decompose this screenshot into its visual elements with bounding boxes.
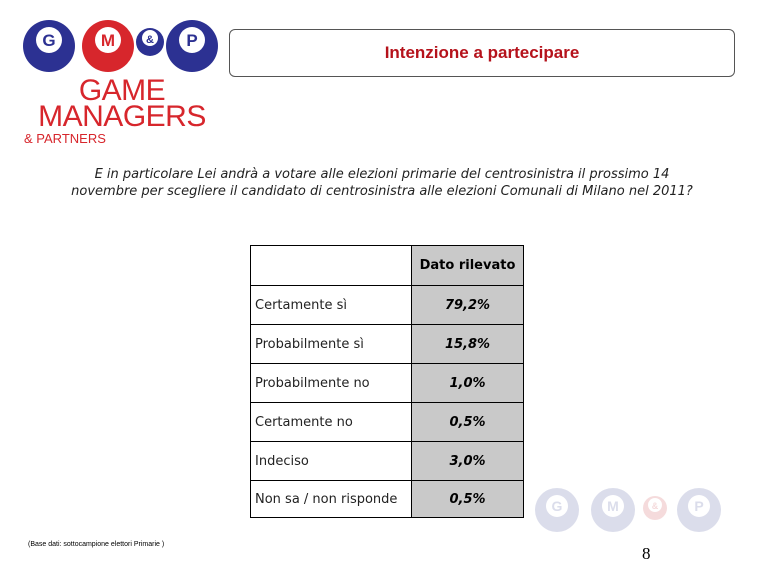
table-row [251,364,524,403]
logo-letter-p: P [186,31,198,50]
brand-managers: MANAGERS [38,100,206,133]
row-value: 1,0% [412,364,524,403]
row-label: Probabilmente no [251,364,412,403]
table-row [251,403,524,442]
logo-letter-amp: & [146,34,154,46]
row-label: Probabilmente sì [251,325,412,364]
row-label: Non sa / non risponde [251,481,412,518]
title-box [229,29,735,77]
row-value: 79,2% [412,286,524,325]
watermark-letter-amp: & [651,501,659,511]
table-row [251,481,524,518]
page-number: 8 [642,544,651,563]
watermark-letter-p: P [694,498,704,514]
watermark-logo [527,486,739,544]
footnote: (Base dati: sottocampione elettori Primarie ) [28,541,165,548]
watermark-letter-g: G [551,498,563,514]
brand-game: GAME [78,74,166,107]
results-table [250,245,524,518]
table-header-empty [251,246,412,286]
logo-letter-m: M [100,31,116,50]
table-header-row [251,246,524,286]
table-header-value: Dato rilevato [412,246,524,286]
logo-letter-g: G [42,31,56,50]
slide-title: Intenzione a partecipare [384,43,580,62]
table-row [251,442,524,481]
logo-circles [22,18,222,80]
row-label: Indeciso [251,442,412,481]
row-value: 15,8% [412,325,524,364]
table-row [251,286,524,325]
row-value: 0,5% [412,403,524,442]
row-label: Certamente sì [251,286,412,325]
watermark-letter-m: M [607,498,619,514]
brand-partners: & PARTNERS [24,131,106,146]
row-label: Certamente no [251,403,412,442]
table-row [251,325,524,364]
company-logo [22,18,222,148]
row-value: 3,0% [412,442,524,481]
survey-question: E in particolare Lei andrà a votare alle elezioni primarie del centrosinistra il prossimo 14 novembre per scegliere il candidato di centrosinistra alle elezioni Comunali di Milano nel 2011? [71,167,693,199]
row-value: 0,5% [412,481,524,518]
